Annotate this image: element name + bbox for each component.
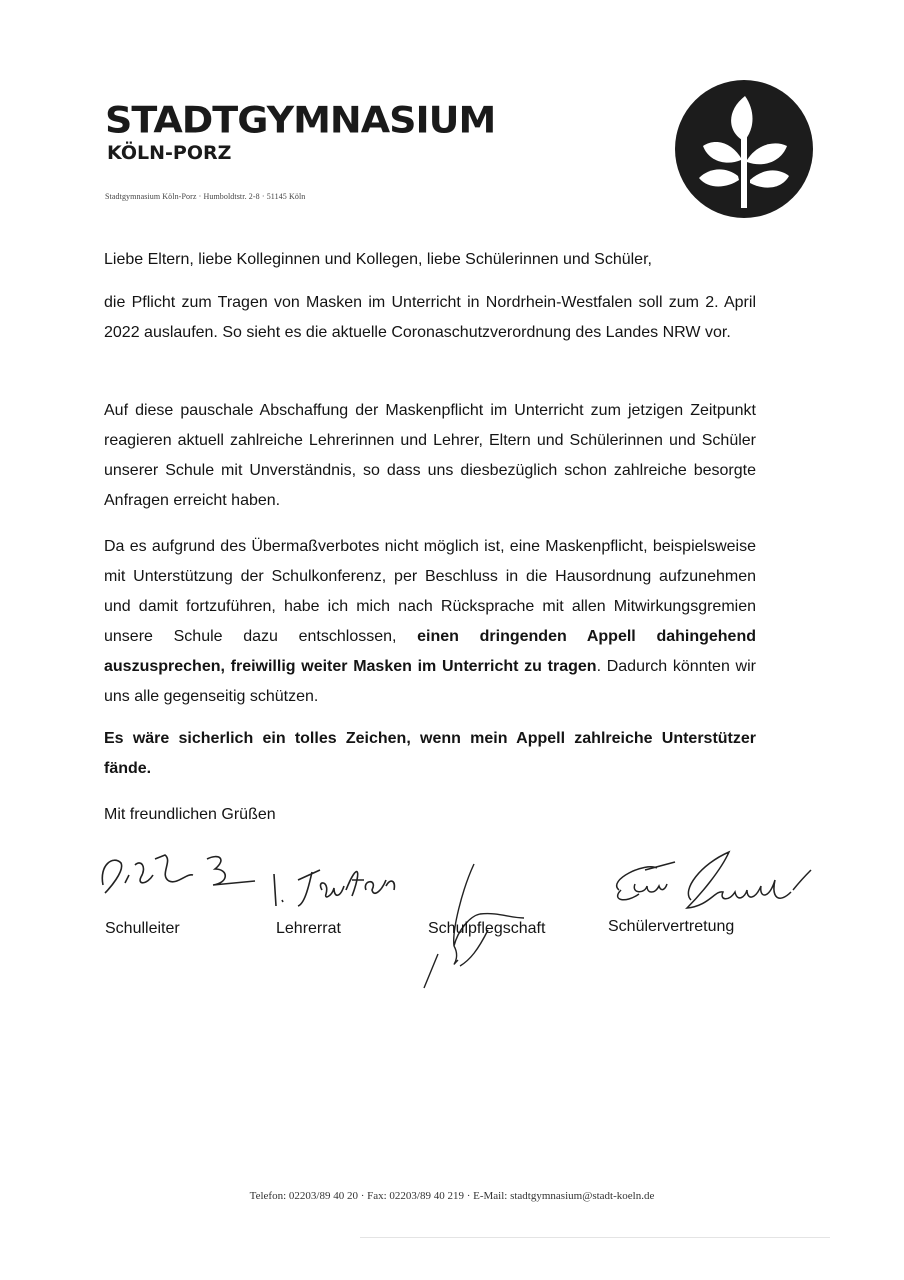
- paragraph-appeal-end: . Dadurch könnten wir uns alle gegenseitig schützen.: [104, 658, 756, 705]
- paragraph-closing-appeal: Es wäre sicherlich ein tolles Zeichen, wenn mein Appell zahlreiche Unterstützer fände.: [104, 730, 756, 777]
- letter-closing: Mit freundlichen Grüßen: [104, 806, 276, 823]
- paragraph-appeal: [104, 532, 756, 712]
- signature-principal: [95, 845, 265, 905]
- school-logo-title: STADTGYMNASIUM: [105, 99, 496, 141]
- footer-divider: [360, 1237, 830, 1238]
- paragraph-mask-mandate-ending: die Pflicht zum Tragen von Masken im Unterricht in Nordrhein-Westfalen soll zum 2. April 2022 auslaufen. So sieht es die aktuelle Coronaschutzverordnung des Landes NRW vor.: [104, 294, 756, 341]
- signature-label-teachers-council: Lehrerrat: [276, 920, 341, 937]
- signature-label-parents-council: Schulpflegschaft: [428, 920, 546, 937]
- plant-sprout-icon: [675, 80, 813, 218]
- footer-contact: Telefon: 02203/89 40 20 · Fax: 02203/89 40 219 · E-Mail: stadtgymnasium@stadt-koeln.de: [249, 1190, 655, 1202]
- sender-address-line: Stadtgymnasium Köln-Porz · Humboldtstr. 2-8 · 51145 Köln: [105, 192, 306, 201]
- school-location: KÖLN-PORZ: [107, 142, 232, 164]
- signature-teachers-council: [268, 850, 408, 910]
- paragraph-appeal-start: Da es aufgrund des Übermaßverbotes nicht möglich ist, eine Maskenpflicht, beispielsweise mit Unterstützung der Schulkonferenz, per Beschluss in die Hausordnung aufzunehmen und damit fortzuführen, habe ich mich nach Rücksprache mit allen Mitwirkungsgremien unsere Schule dazu entschlossen,: [104, 538, 756, 645]
- paragraph-reactions: Auf diese pauschale Abschaffung der Maskenpflicht im Unterricht zum jetzigen Zeitpunkt reagieren aktuell zahlreiche Lehrerinnen und Lehrer, Eltern und Schülerinnen und Schüler unserer Schule mit Unverständnis, so dass uns diesbezüglich schon zahlreiche besorgte Anfragen erreicht haben.: [104, 402, 756, 509]
- signature-label-principal: Schulleiter: [105, 920, 180, 937]
- letter-salutation: Liebe Eltern, liebe Kolleginnen und Kollegen, liebe Schülerinnen und Schüler,: [104, 251, 652, 268]
- paragraph-appeal-bold: einen dringenden Appell dahingehend auszusprechen, freiwillig weiter Masken im Unterricht zu tragen: [104, 628, 756, 675]
- signature-label-student-council: Schülervertretung: [608, 918, 735, 935]
